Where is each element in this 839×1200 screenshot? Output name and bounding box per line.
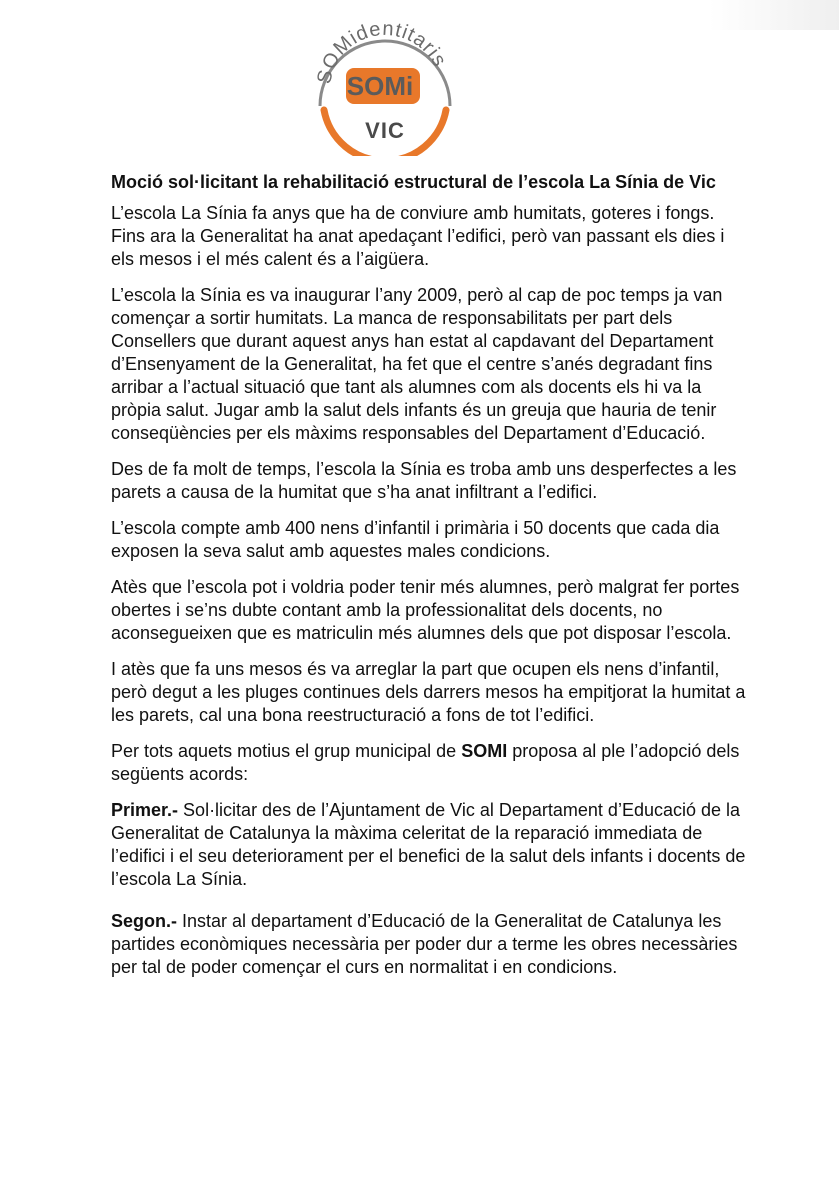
agreement-second-label: Segon.- [111,911,177,931]
page-corner-shadow [709,0,839,30]
paragraph-5: Atès que l’escola pot i voldria poder tenir més alumnes, però malgrat fer portes obertes i se’ns dubte contant amb la professionalitat dels docents, no aconsegueixen que es matriculin més alumnes dels que pot disposar l’escola. [111,577,740,643]
paragraph-1: L’escola La Sínia fa anys que ha de conviure amb humitats, goteres i fongs. Fins ara la Generalitat ha anat apedaçant l’edifici, però van passant els dies i els mesos i el més calent és a l’aigüera. [111,203,725,269]
logo-arc-text: SOMidentitaris [313,17,451,86]
paragraph-4: L’escola compte amb 400 nens d’infantil i primària i 50 docents que cada dia exposen la seva salut amb aquestes males condicions. [111,518,720,561]
logo-brand-text: SOMi [346,71,414,101]
document-title: Moció sol·licitant la rehabilitació estructural de l’escola La Sínia de Vic [111,172,716,192]
paragraph-6: I atès que fa uns mesos és va arreglar la part que ocupen els nens d’infantil, però degut a les pluges continues dels darrers mesos ha empitjorat la humitat a les parets, cal una bona reestructuració a fons de tot l’edifici. [111,659,746,725]
agreement-second [111,910,751,979]
paragraph-3: Des de fa molt de temps, l’escola la Sínia es troba amb uns desperfectes a les parets a causa de la humitat que s’ha anat infiltrant a l’edifici. [111,459,737,502]
logo-city-text: VIC [365,118,405,143]
paragraph-2: L’escola la Sínia es va inaugurar l’any 2009, però al cap de poc temps ja van començar a sortir humitats. La manca de responsabilitats per part dels Consellers que durant aquest anys han estat al capdavant del Departament d’Ensenyament de la Generalitat, ha fet que el centre s’anés degradant fins arribar a l’actual situació que tant als alumnes com als docents els hi va la pròpia salut. Jugar amb la salut dels infants és un greuja que hauria de tenir conseqüències per els màxims responsables del Departament d’Educació. [111,285,723,443]
agreement-first-text: Sol·licitar des de l’Ajuntament de Vic al Departament d’Educació de la Generalitat de Catalunya la màxima celeritat de la reparació immediata de l’edifici i el seu deteriorament per el benefici de la salut dels infants i docents de l’escola La Sínia. [111,800,746,889]
proposal-text-after: proposa al ple l’adopció dels següents acords: [111,741,740,784]
proposal-party: SOMI [461,741,508,761]
proposal-paragraph [111,740,751,786]
somi-logo-graphic [306,10,464,156]
agreement-second-text: Instar al departament d’Educació de la Generalitat de Catalunya les partides econòmiques necessària per poder dur a terme les obres necessàries per tal de poder començar el curs en normalitat i en condicions. [111,911,738,977]
document-body [111,170,751,992]
somi-logo [306,10,464,156]
agreement-first [111,799,751,891]
agreement-first-label: Primer.- [111,800,179,820]
proposal-text-before: Per tots aquets motius el grup municipal de [111,741,462,761]
